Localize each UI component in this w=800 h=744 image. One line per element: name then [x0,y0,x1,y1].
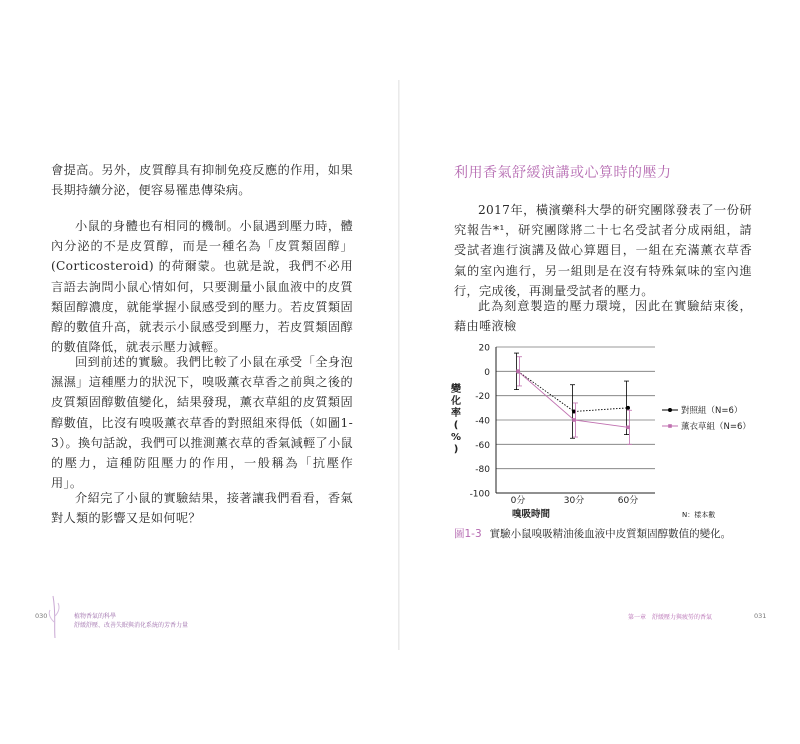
figure-caption [454,526,731,541]
left-paragraph-4: 介紹完了小鼠的實驗結果，接著讓我們看看，香氣對人類的影響又是如何呢？ [51,491,353,526]
left-page [0,0,398,744]
x-tick-label: 60分 [617,496,639,506]
y-axis-label: 變化率( % ) [450,384,462,455]
figure-caption-text: 實驗小鼠嗅吸精油後血液中皮質類固醇數值的變化。 [489,528,732,540]
y-tick-label: -20 [475,392,490,403]
right-paragraph-1: 2017年，橫濱藥科大學的研究團隊發表了一份研究報告*¹，研究團隊將二十七名受試者分成兩組，請受試者進行演講及做心算題目，一組在充滿薰衣草香氣的室內進行，另一組則是在沒有特殊氣味的室內進行，完成後，再測量受試者的壓力。 [454,203,752,298]
legend-marker [668,424,672,428]
legend-label: 對照組（N=6） [681,406,743,416]
left-footer-title: 植物香氣的科學 [74,613,117,620]
series-line [518,371,628,411]
right-footer-chapter: 第一章 舒緩壓力與疲勞的香氣 [628,614,713,621]
y-tick-label: -40 [475,416,490,427]
legend-marker [668,408,672,412]
y-tick-label: -80 [475,465,490,476]
right-paragraph-2: 此為刻意製造的壓力環境，因此在實驗結束後，藉由唾液檢 [454,299,752,334]
y-tick-label: -100 [469,489,490,500]
left-page-number: 030 [35,612,48,620]
legend-label: 薰衣草組（N=6） [681,422,751,432]
figure-label: 圖1-3 [454,528,482,540]
data-point [626,426,630,430]
left-footer-subtitle: 舒緩舒壓、改善失眠與消化系統的芳香力量 [74,622,189,629]
y-tick-label: 20 [478,343,490,354]
section-heading: 利用香氣舒緩演講或心算時的壓力 [454,165,672,181]
x-tick-label: 30分 [563,496,585,506]
right-page-number: 031 [754,612,767,620]
left-paragraph-3: 回到前述的實驗。我們比較了小鼠在承受「全身泡濕濕」這種壓力的狀況下，嗅吸薰衣草香之前與之後的皮質類固醇數值變化，結果發現，薰衣草組的皮質類固醇數值，比沒有嗅吸薰衣草香的對照組來得低（如圖1-3）。換句話說，我們可以推測薰衣草的香氣減輕了小鼠的壓力，這種防阻壓力的作用，一般稱為「抗壓作用」。 [51,355,353,491]
right-page [400,0,800,744]
x-tick-label: 0分 [510,496,526,506]
figure-1-3-chart [440,334,800,524]
data-point [516,370,520,374]
left-paragraph-2: 小鼠的身體也有相同的機制。小鼠遇到壓力時，體內分泌的不是皮質醇，而是一種名為「皮質類固醇」(Corticosteroid) 的荷爾蒙。也就是說，我們不必用言語去詢問小鼠心情如何，只要測量小鼠血液中的皮質類固醇濃度，就能掌握小鼠感受到的壓力。若皮質類固醇的數值升高，就表示小鼠感受到壓力，若皮質類固醇的數值降低，就表示壓力減輕。 [51,219,353,355]
y-tick-label: -60 [475,440,490,451]
lavender-sprig-icon [44,592,66,638]
sample-size-note: N：樣本數 [682,511,716,519]
data-point [572,418,576,422]
y-tick-label: 0 [484,367,490,378]
left-paragraph-1: 會提高。另外，皮質醇具有抑制免疫反應的作用，如果長期持續分泌，便容易罹患傳染病。 [51,163,353,198]
x-axis-label: 嗅吸時間 [511,509,551,520]
data-point [626,406,630,410]
